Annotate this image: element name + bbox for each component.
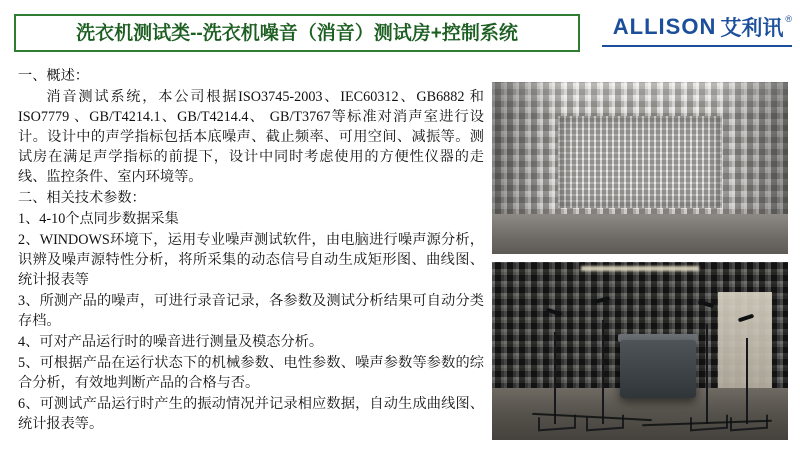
microphone-stand [602,320,604,424]
ceiling-light [581,266,699,271]
chamber-door-panel [718,292,772,392]
brand-name-latin: ALLISON [612,14,717,39]
brand-logo-row [592,10,792,44]
section-1-heading: 一、概述： [18,68,89,84]
noise-test-setup-photo [492,262,788,440]
page-title: 洗衣机测试类--洗衣机噪音（消音）测试房+控制系统 [76,22,518,44]
page-title-box [14,14,580,52]
registered-trademark-icon: ® [785,14,792,24]
washing-machine-under-test [620,340,696,398]
spec-item: 1、4-10个点同步数据采集 [18,211,179,227]
spec-item: 5、可根据产品在运行状态下的机械参数、电性参数、噪声参数等参数的综合分析，有效地判断产品的合格与否。 [18,355,484,391]
spec-item: 3、所测产品的噪声，可进行录音记录，各参数及测试分析结果可自动分类存档。 [18,293,484,329]
microphone-stand-legs [730,415,768,432]
microphone-stand [554,332,556,424]
slide-header [0,0,800,62]
microphone-stand [746,338,748,424]
brand-underline-divider [602,45,792,47]
body-text-column [18,66,484,442]
microphone-stand [706,324,708,424]
section-2-heading: 二、相关技术参数： [18,190,146,206]
chamber-floor [492,214,788,254]
anechoic-chamber-photo [492,82,788,254]
chamber-back-wall [558,116,722,208]
spec-item: 6、可测试产品运行时产生的振动情况并记录相应数据，自动生成曲线图、统计报表等。 [18,396,484,432]
microphone-stand-legs [538,415,576,432]
section-1-paragraph: 消音测试系统，本公司根据ISO3745-2003、IEC60312、GB6882 和ISO7779 、GB/T4214.1、GB/T4214.4、 GB/T3767等标准对消声室进行设计。设计中的声学指标包括本底噪声、截止频率、可用空间、减振等。测试房在满足声学指标的前提下，设计中同时考虑使用的方便性仪器的走线、监控条件、室内环境等。 [18,89,484,185]
spec-item: 2、WINDOWS环境下，运用专业噪声测试软件，由电脑进行噪声源分析，识辨及噪声源特性分析，将所采集的动态信号自动生成矩形图、曲线图、统计报表等 [18,232,484,288]
spec-item: 4、可对产品运行时的噪音进行测量及模态分析。 [18,334,324,350]
brand-logo [592,10,792,56]
brand-name-chinese: 艾利讯 [720,17,784,40]
